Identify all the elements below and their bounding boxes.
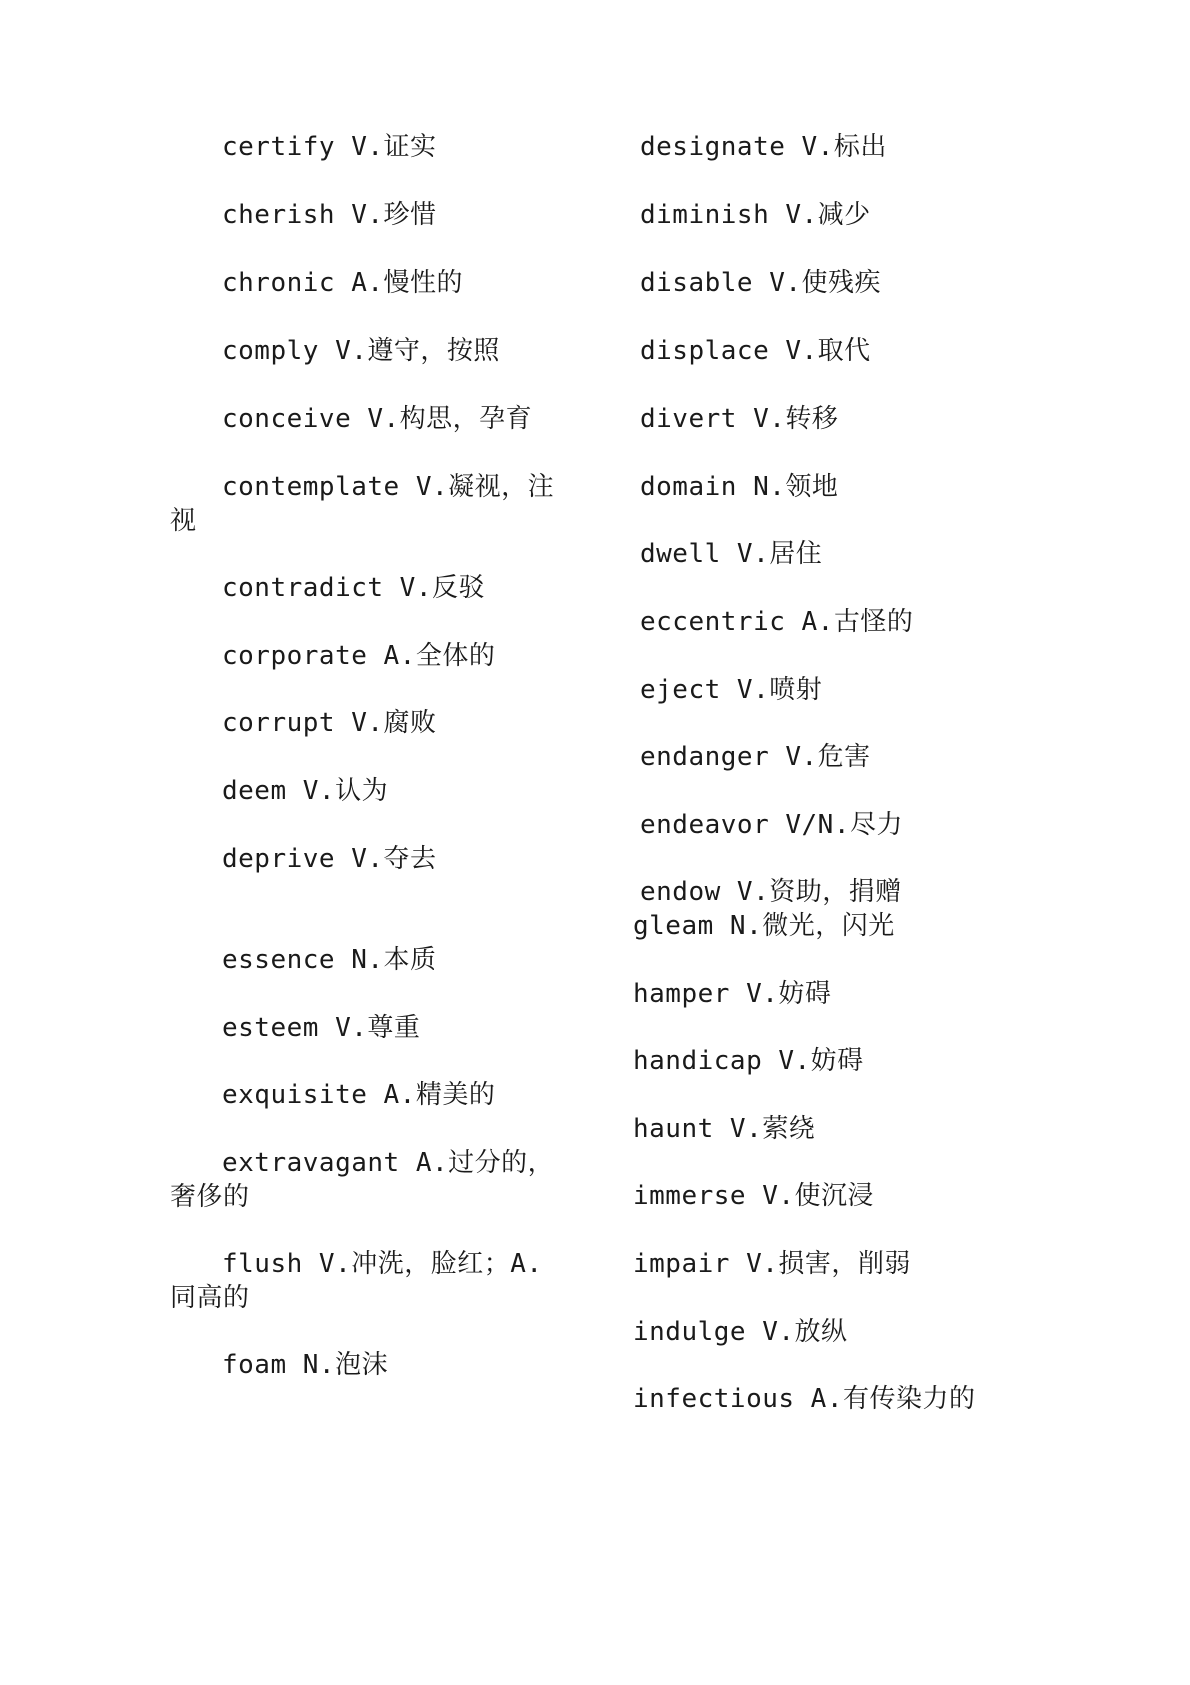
vocab-entry: domain N.领地: [640, 472, 839, 502]
vocab-entry-continuation: 视: [170, 506, 197, 536]
vocab-entry: endow V.资助，捐赠: [640, 877, 902, 907]
vocab-entry: corrupt V.腐败: [222, 708, 437, 738]
vocab-entry: infectious A.有传染力的: [633, 1384, 976, 1414]
vocab-entry: extravagant A.过分的，: [222, 1148, 555, 1178]
vocab-entry: eccentric A.古怪的: [640, 607, 914, 637]
vocab-entry: dwell V.居住: [640, 539, 823, 569]
vocab-entry: divert V.转移: [640, 404, 839, 434]
vocab-entry: deem V.认为: [222, 776, 389, 806]
vocab-entry: deprive V.夺去: [222, 844, 437, 874]
vocab-entry: haunt V.萦绕: [633, 1114, 816, 1144]
vocab-entry: cherish V.珍惜: [222, 200, 437, 230]
vocab-entry: hamper V.妨碍: [633, 979, 832, 1009]
vocab-entry: essence N.本质: [222, 945, 437, 975]
vocab-entry: endanger V.危害: [640, 742, 871, 772]
vocab-entry: exquisite A.精美的: [222, 1080, 496, 1110]
vocab-entry: contemplate V.凝视，注: [222, 472, 555, 502]
vocab-entry: impair V.损害，削弱: [633, 1249, 911, 1279]
vocab-entry: eject V.喷射: [640, 675, 823, 705]
vocab-entry: conceive V.构思，孕育: [222, 404, 533, 434]
vocab-entry-continuation: 奢侈的: [170, 1182, 250, 1212]
vocab-entry: handicap V.妨碍: [633, 1046, 864, 1076]
vocab-entry: comply V.遵守，按照: [222, 336, 500, 366]
vocab-entry: indulge V.放纵: [633, 1317, 848, 1347]
vocab-entry: endeavor V/N.尽力: [640, 810, 903, 840]
vocab-entry: designate V.标出: [640, 132, 887, 162]
vocab-entry: immerse V.使沉浸: [633, 1181, 875, 1211]
vocab-entry: gleam N.微光，闪光: [633, 911, 895, 941]
vocab-entry: flush V.冲洗，脸红；A.: [222, 1249, 543, 1279]
vocab-entry: esteem V.尊重: [222, 1013, 421, 1043]
vocab-entry: corporate A.全体的: [222, 641, 496, 671]
vocab-entry: certify V.证实: [222, 132, 437, 162]
vocab-entry: disable V.使残疾: [640, 268, 882, 298]
vocab-entry: displace V.取代: [640, 336, 871, 366]
vocab-entry-continuation: 同高的: [170, 1283, 250, 1313]
vocab-entry: foam N.泡沫: [222, 1350, 389, 1380]
vocab-entry: chronic A.慢性的: [222, 268, 464, 298]
vocab-entry: diminish V.减少: [640, 200, 871, 230]
vocab-entry: contradict V.反驳: [222, 573, 485, 603]
